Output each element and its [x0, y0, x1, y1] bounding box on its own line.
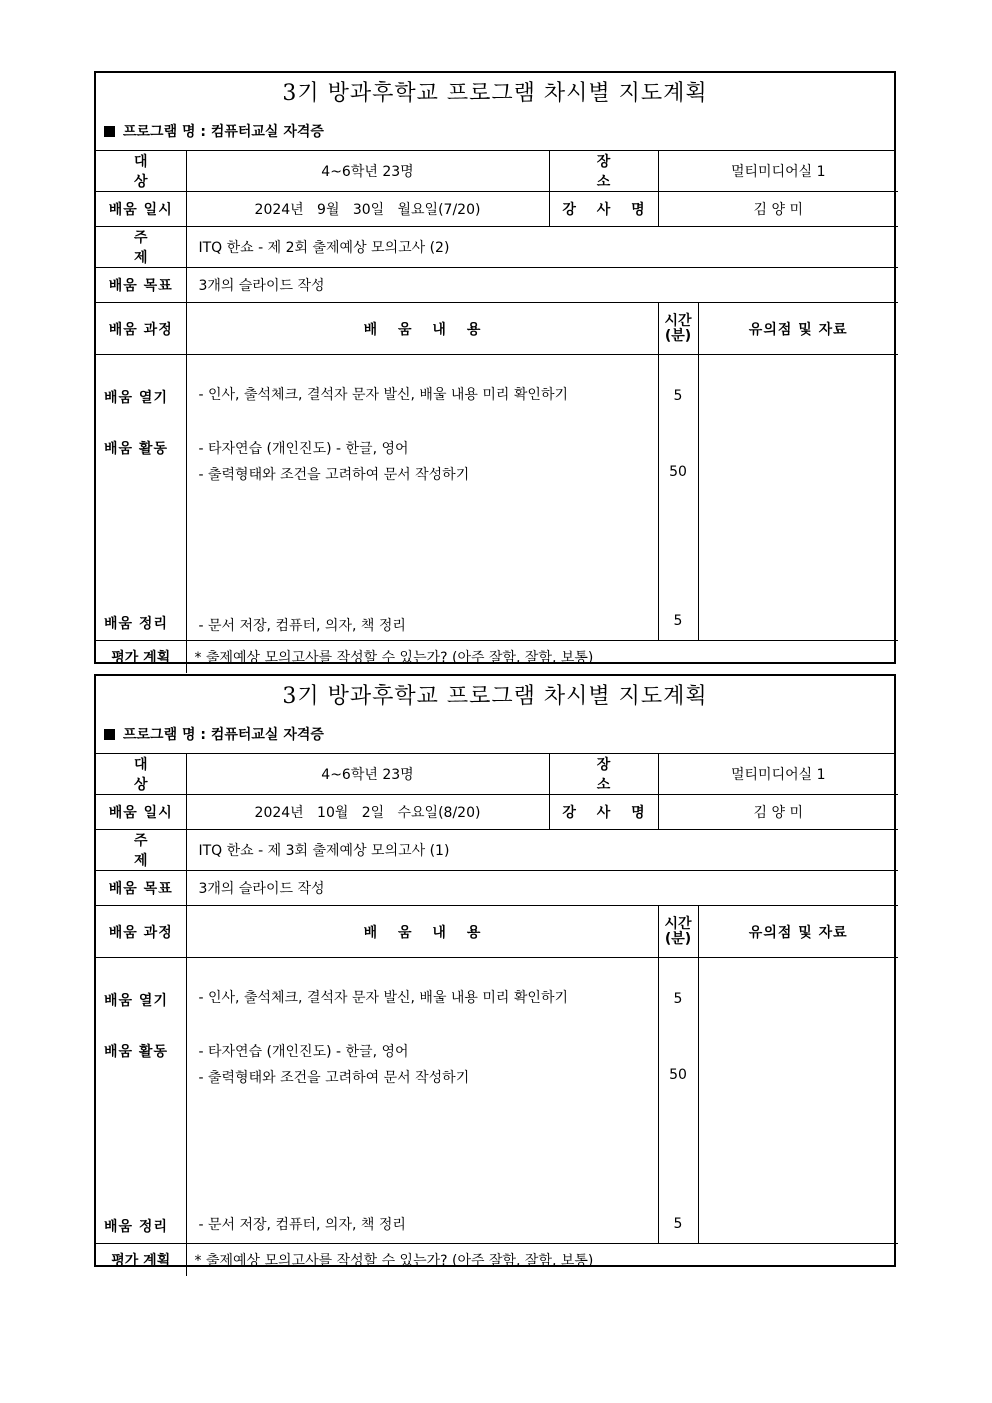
target-label: 대 상: [96, 151, 186, 192]
goal-value: 3개의 슬라이드 작성: [186, 871, 898, 906]
content-column: [186, 958, 658, 1244]
closing-text: - 문서 저장, 컴퓨터, 의자, 책 정리: [198, 1217, 406, 1233]
square-bullet-icon: [104, 729, 115, 740]
closing-label: 배움 정리: [104, 1219, 168, 1235]
notes-label: 유의점 및 자료: [698, 303, 898, 355]
notes-label: 유의점 및 자료: [698, 906, 898, 958]
activity-text-2: - 출력형태와 조건을 고려하여 문서 작성하기: [198, 467, 470, 483]
lesson-plan-1: [94, 71, 896, 664]
time-label: 시간: [664, 915, 692, 932]
plan-title: 3기 방과후학교 프로그램 차시별 지도계획: [282, 684, 708, 709]
place-label: 장 소: [549, 151, 658, 192]
activity-label: 배움 활동: [104, 1044, 168, 1060]
date-label: 배움 일시: [96, 795, 186, 830]
time-label: 시간: [664, 312, 692, 329]
notes-column: [698, 958, 898, 1244]
square-bullet-icon: [104, 126, 115, 137]
teacher-value: 김 양 미: [658, 192, 898, 227]
eval-label: 평가 계획: [96, 1244, 186, 1276]
closing-label: 배움 정리: [104, 616, 168, 632]
lesson-plan-2: [94, 674, 896, 1267]
closing-time: 5: [673, 1216, 683, 1232]
teacher-label: 강 사 명: [549, 795, 658, 830]
eval-value: * 출제예상 모의고사를 작성할 수 있는가? (아주 잘함, 잘함, 보통): [186, 641, 898, 673]
opening-time: 5: [673, 388, 683, 404]
opening-time: 5: [673, 991, 683, 1007]
target-label: 대 상: [96, 754, 186, 795]
time-column: [658, 958, 698, 1244]
closing-text: - 문서 저장, 컴퓨터, 의자, 책 정리: [198, 618, 406, 634]
program-name-row: [96, 717, 894, 754]
target-value: 4~6학년 23명: [186, 754, 549, 795]
opening-label: 배움 열기: [104, 993, 168, 1009]
process-column: [96, 355, 186, 641]
goal-value: 3개의 슬라이드 작성: [186, 268, 898, 303]
time-column: [658, 355, 698, 641]
place-label: 장 소: [549, 754, 658, 795]
topic-value: ITQ 한쇼 - 제 3회 출제예상 모의고사 (1): [186, 830, 898, 871]
closing-time: 5: [673, 613, 683, 629]
goal-label: 배움 목표: [96, 268, 186, 303]
opening-text: - 인사, 출석체크, 결석자 문자 발신, 배울 내용 미리 확인하기: [198, 990, 569, 1006]
plan-table: [96, 754, 898, 1276]
time-header: [658, 906, 698, 958]
activity-text-2: - 출력형태와 조건을 고려하여 문서 작성하기: [198, 1070, 470, 1086]
topic-label: 주 제: [96, 227, 186, 268]
place-value: 멀티미디어실 1: [658, 151, 898, 192]
program-name-row: [96, 114, 894, 151]
activity-text-1: - 타자연습 (개인진도) - 한글, 영어: [198, 441, 409, 457]
content-column: [186, 355, 658, 641]
activity-text-1: - 타자연습 (개인진도) - 한글, 영어: [198, 1044, 409, 1060]
process-column: [96, 958, 186, 1244]
plan-table: [96, 151, 898, 673]
program-name: 프로그램 명 : 컴퓨터교실 자격증: [123, 727, 324, 743]
activity-time: 50: [669, 464, 687, 480]
eval-value: * 출제예상 모의고사를 작성할 수 있는가? (아주 잘함, 잘함, 보통): [186, 1244, 898, 1276]
teacher-label: 강 사 명: [549, 192, 658, 227]
opening-text: - 인사, 출석체크, 결석자 문자 발신, 배울 내용 미리 확인하기: [198, 387, 569, 403]
topic-label: 주 제: [96, 830, 186, 871]
eval-label: 평가 계획: [96, 641, 186, 673]
teacher-value: 김 양 미: [658, 795, 898, 830]
target-value: 4~6학년 23명: [186, 151, 549, 192]
place-value: 멀티미디어실 1: [658, 754, 898, 795]
plan-title: 3기 방과후학교 프로그램 차시별 지도계획: [282, 81, 708, 106]
process-label: 배움 과정: [96, 906, 186, 958]
content-label: 배 움 내 용: [186, 303, 658, 355]
topic-value: ITQ 한쇼 - 제 2회 출제예상 모의고사 (2): [186, 227, 898, 268]
opening-label: 배움 열기: [104, 390, 168, 406]
goal-label: 배움 목표: [96, 871, 186, 906]
content-label: 배 움 내 용: [186, 906, 658, 958]
date-value: 2024년 10월 2일 수요일(8/20): [186, 795, 549, 830]
time-unit: (분): [664, 327, 692, 344]
date-value: 2024년 9월 30일 월요일(7/20): [186, 192, 549, 227]
activity-label: 배움 활동: [104, 441, 168, 457]
notes-column: [698, 355, 898, 641]
time-unit: (분): [664, 930, 692, 947]
time-header: [658, 303, 698, 355]
date-label: 배움 일시: [96, 192, 186, 227]
program-name: 프로그램 명 : 컴퓨터교실 자격증: [123, 124, 324, 140]
activity-time: 50: [669, 1067, 687, 1083]
process-label: 배움 과정: [96, 303, 186, 355]
